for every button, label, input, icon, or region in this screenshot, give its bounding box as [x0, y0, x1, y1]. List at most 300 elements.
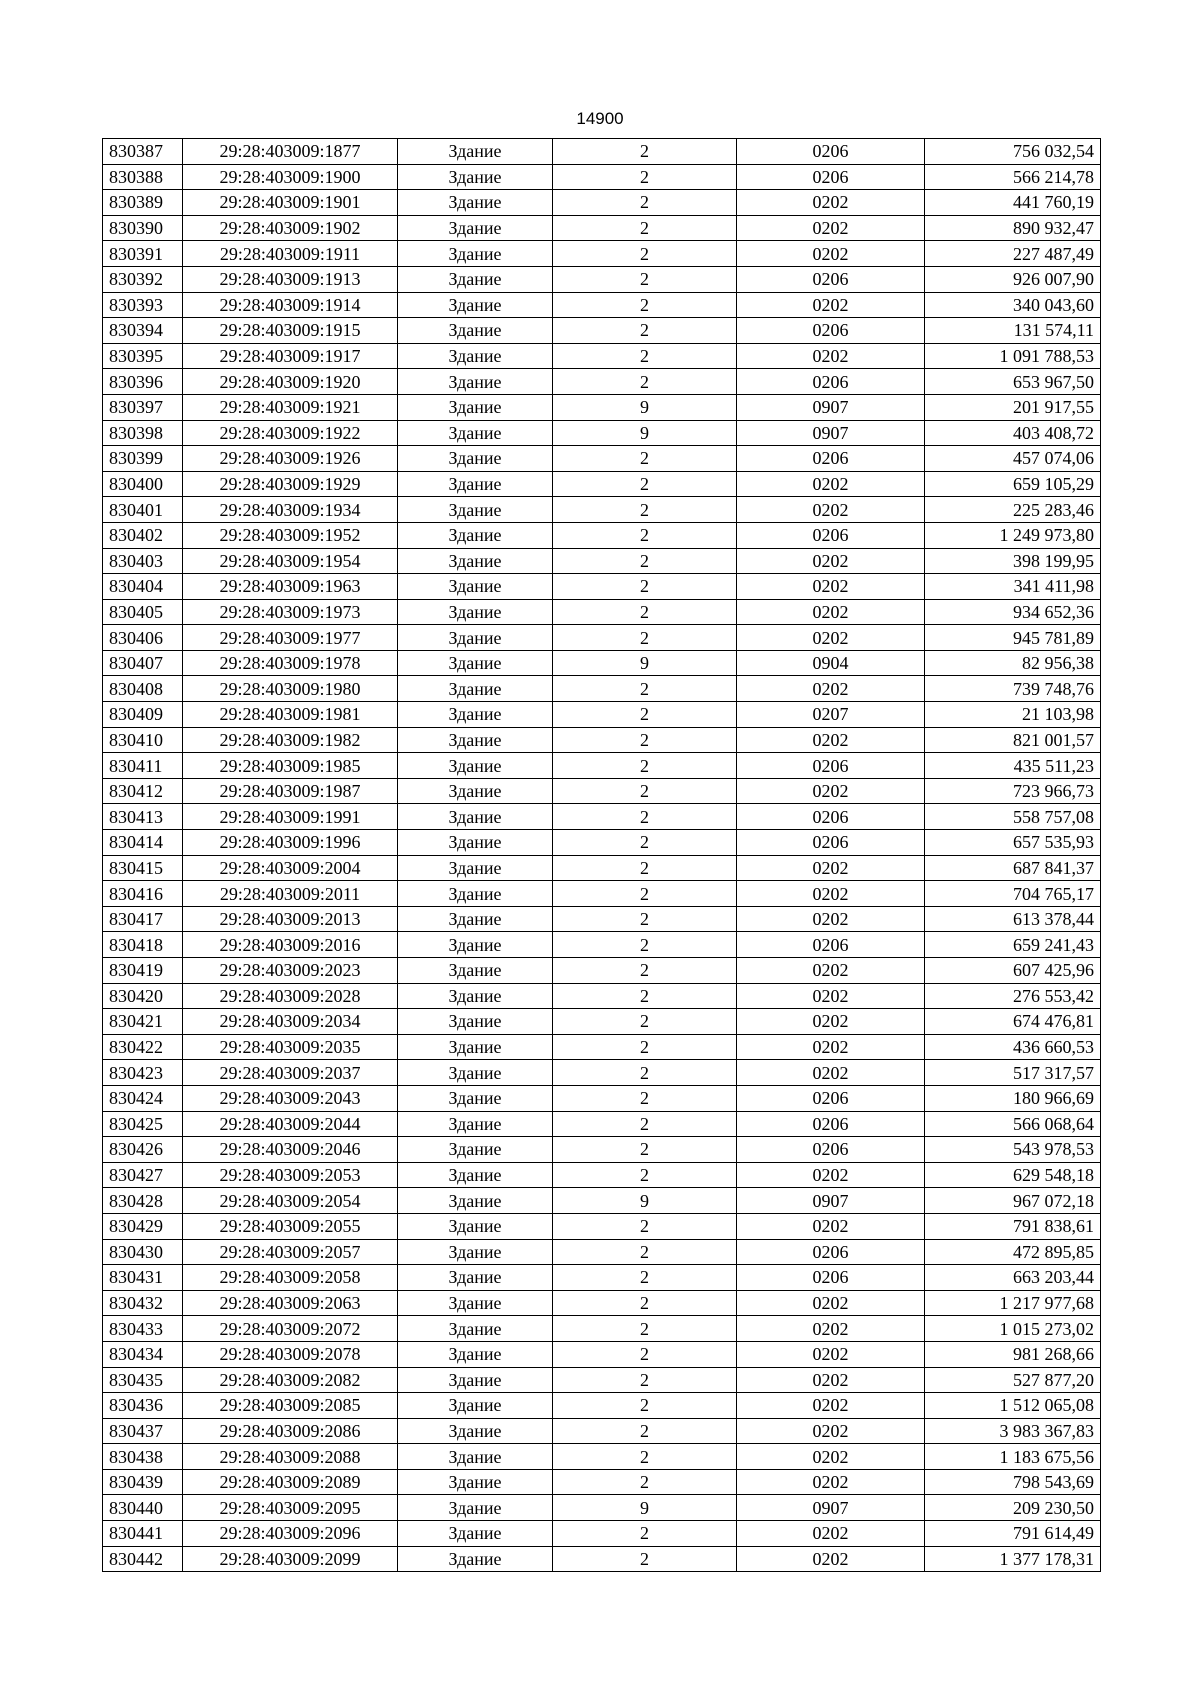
row-number-cell: 830409 [103, 702, 183, 728]
group-cell: 2 [553, 1469, 737, 1495]
row-number-cell: 830424 [103, 1085, 183, 1111]
row-number-cell: 830400 [103, 471, 183, 497]
table-row [103, 804, 1101, 830]
cadastral-value-cell: 1 015 273,02 [925, 1316, 1101, 1342]
code-cell: 0202 [737, 292, 925, 318]
code-cell: 0202 [737, 1367, 925, 1393]
object-type-cell: Здание [398, 1316, 553, 1342]
object-type-cell: Здание [398, 471, 553, 497]
code-cell: 0206 [737, 164, 925, 190]
table-row [103, 266, 1101, 292]
cadastral-number-cell: 29:28:403009:1987 [183, 778, 398, 804]
cadastral-value-cell: 674 476,81 [925, 1009, 1101, 1035]
group-cell: 2 [553, 1162, 737, 1188]
cadastral-value-cell: 543 978,53 [925, 1137, 1101, 1163]
object-type-cell: Здание [398, 139, 553, 165]
code-cell: 0202 [737, 676, 925, 702]
table-row [103, 1290, 1101, 1316]
table-row [103, 420, 1101, 446]
cadastral-number-cell: 29:28:403009:1991 [183, 804, 398, 830]
table-row [103, 881, 1101, 907]
code-cell: 0206 [737, 804, 925, 830]
object-type-cell: Здание [398, 1521, 553, 1547]
group-cell: 2 [553, 1034, 737, 1060]
code-cell: 0202 [737, 958, 925, 984]
table-row [103, 164, 1101, 190]
row-number-cell: 830415 [103, 855, 183, 881]
code-cell: 0202 [737, 1341, 925, 1367]
row-number-cell: 830422 [103, 1034, 183, 1060]
cadastral-value-cell: 1 249 973,80 [925, 522, 1101, 548]
row-number-cell: 830390 [103, 215, 183, 241]
cadastral-value-cell: 704 765,17 [925, 881, 1101, 907]
code-cell: 0206 [737, 369, 925, 395]
table-row [103, 932, 1101, 958]
cadastral-number-cell: 29:28:403009:2099 [183, 1546, 398, 1572]
table-row [103, 1367, 1101, 1393]
object-type-cell: Здание [398, 1137, 553, 1163]
cadastral-number-cell: 29:28:403009:2028 [183, 983, 398, 1009]
row-number-cell: 830429 [103, 1213, 183, 1239]
group-cell: 2 [553, 958, 737, 984]
cadastral-number-cell: 29:28:403009:2096 [183, 1521, 398, 1547]
cadastral-number-cell: 29:28:403009:2058 [183, 1265, 398, 1291]
cadastral-value-cell: 659 241,43 [925, 932, 1101, 958]
object-type-cell: Здание [398, 266, 553, 292]
object-type-cell: Здание [398, 1060, 553, 1086]
group-cell: 2 [553, 881, 737, 907]
cadastral-value-cell: 967 072,18 [925, 1188, 1101, 1214]
group-cell: 2 [553, 1393, 737, 1419]
table-row [103, 574, 1101, 600]
group-cell: 2 [553, 164, 737, 190]
code-cell: 0206 [737, 830, 925, 856]
cadastral-value-cell: 1 091 788,53 [925, 343, 1101, 369]
cadastral-number-cell: 29:28:403009:1934 [183, 497, 398, 523]
code-cell: 0904 [737, 650, 925, 676]
cadastral-number-cell: 29:28:403009:1901 [183, 190, 398, 216]
group-cell: 2 [553, 1521, 737, 1547]
group-cell: 2 [553, 1060, 737, 1086]
cadastral-value-cell: 1 183 675,56 [925, 1444, 1101, 1470]
object-type-cell: Здание [398, 932, 553, 958]
table-row [103, 1546, 1101, 1572]
cadastral-number-cell: 29:28:403009:2055 [183, 1213, 398, 1239]
table-row [103, 1495, 1101, 1521]
cadastral-number-cell: 29:28:403009:2013 [183, 906, 398, 932]
cadastral-number-cell: 29:28:403009:2004 [183, 855, 398, 881]
row-number-cell: 830418 [103, 932, 183, 958]
row-number-cell: 830407 [103, 650, 183, 676]
object-type-cell: Здание [398, 292, 553, 318]
code-cell: 0202 [737, 497, 925, 523]
object-type-cell: Здание [398, 855, 553, 881]
code-cell: 0202 [737, 574, 925, 600]
cadastral-value-cell: 1 512 065,08 [925, 1393, 1101, 1419]
cadastral-number-cell: 29:28:403009:1963 [183, 574, 398, 600]
table-row [103, 727, 1101, 753]
cadastral-value-cell: 629 548,18 [925, 1162, 1101, 1188]
cadastral-number-cell: 29:28:403009:2088 [183, 1444, 398, 1470]
row-number-cell: 830402 [103, 522, 183, 548]
code-cell: 0202 [737, 778, 925, 804]
code-cell: 0202 [737, 1034, 925, 1060]
table-row [103, 1162, 1101, 1188]
cadastral-number-cell: 29:28:403009:1981 [183, 702, 398, 728]
cadastral-value-cell: 659 105,29 [925, 471, 1101, 497]
table-row [103, 1213, 1101, 1239]
table-row [103, 318, 1101, 344]
object-type-cell: Здание [398, 574, 553, 600]
object-type-cell: Здание [398, 1444, 553, 1470]
cadastral-value-cell: 791 614,49 [925, 1521, 1101, 1547]
row-number-cell: 830399 [103, 446, 183, 472]
page-number: 14900 [576, 109, 624, 128]
cadastral-number-cell: 29:28:403009:2089 [183, 1469, 398, 1495]
object-type-cell: Здание [398, 753, 553, 779]
code-cell: 0202 [737, 215, 925, 241]
cadastral-number-cell: 29:28:403009:1915 [183, 318, 398, 344]
cadastral-number-cell: 29:28:403009:2011 [183, 881, 398, 907]
table-row [103, 1316, 1101, 1342]
object-type-cell: Здание [398, 1418, 553, 1444]
table-row [103, 753, 1101, 779]
row-number-cell: 830421 [103, 1009, 183, 1035]
cadastral-number-cell: 29:28:403009:2044 [183, 1111, 398, 1137]
group-cell: 2 [553, 215, 737, 241]
object-type-cell: Здание [398, 1162, 553, 1188]
row-number-cell: 830396 [103, 369, 183, 395]
row-number-cell: 830404 [103, 574, 183, 600]
row-number-cell: 830413 [103, 804, 183, 830]
group-cell: 2 [553, 343, 737, 369]
group-cell: 2 [553, 1137, 737, 1163]
code-cell: 0202 [737, 983, 925, 1009]
object-type-cell: Здание [398, 1111, 553, 1137]
cadastral-number-cell: 29:28:403009:2043 [183, 1085, 398, 1111]
code-cell: 0202 [737, 1213, 925, 1239]
cadastral-number-cell: 29:28:403009:1982 [183, 727, 398, 753]
table-row [103, 394, 1101, 420]
object-type-cell: Здание [398, 702, 553, 728]
group-cell: 2 [553, 1341, 737, 1367]
code-cell: 0202 [737, 1521, 925, 1547]
object-type-cell: Здание [398, 830, 553, 856]
cadastral-number-cell: 29:28:403009:2035 [183, 1034, 398, 1060]
row-number-cell: 830416 [103, 881, 183, 907]
row-number-cell: 830430 [103, 1239, 183, 1265]
group-cell: 2 [553, 1444, 737, 1470]
code-cell: 0202 [737, 1444, 925, 1470]
table-row [103, 497, 1101, 523]
code-cell: 0206 [737, 1265, 925, 1291]
table-row [103, 830, 1101, 856]
object-type-cell: Здание [398, 190, 553, 216]
code-cell: 0206 [737, 1239, 925, 1265]
code-cell: 0202 [737, 1546, 925, 1572]
group-cell: 2 [553, 574, 737, 600]
group-cell: 2 [553, 497, 737, 523]
code-cell: 0206 [737, 522, 925, 548]
table-row [103, 650, 1101, 676]
group-cell: 9 [553, 394, 737, 420]
group-cell: 2 [553, 1418, 737, 1444]
cadastral-value-cell: 791 838,61 [925, 1213, 1101, 1239]
cadastral-value-cell: 739 748,76 [925, 676, 1101, 702]
object-type-cell: Здание [398, 1085, 553, 1111]
row-number-cell: 830387 [103, 139, 183, 165]
group-cell: 9 [553, 650, 737, 676]
object-type-cell: Здание [398, 778, 553, 804]
row-number-cell: 830411 [103, 753, 183, 779]
cadastral-value-cell: 934 652,36 [925, 599, 1101, 625]
cadastral-value-table [102, 138, 1101, 1572]
row-number-cell: 830423 [103, 1060, 183, 1086]
cadastral-number-cell: 29:28:403009:1954 [183, 548, 398, 574]
cadastral-value-cell: 276 553,42 [925, 983, 1101, 1009]
cadastral-number-cell: 29:28:403009:1917 [183, 343, 398, 369]
object-type-cell: Здание [398, 318, 553, 344]
table-row [103, 1265, 1101, 1291]
cadastral-value-cell: 945 781,89 [925, 625, 1101, 651]
object-type-cell: Здание [398, 343, 553, 369]
object-type-cell: Здание [398, 1265, 553, 1291]
object-type-cell: Здание [398, 1341, 553, 1367]
group-cell: 2 [553, 625, 737, 651]
cadastral-number-cell: 29:28:403009:2063 [183, 1290, 398, 1316]
code-cell: 0202 [737, 1162, 925, 1188]
cadastral-number-cell: 29:28:403009:2034 [183, 1009, 398, 1035]
cadastral-number-cell: 29:28:403009:2054 [183, 1188, 398, 1214]
table-row [103, 215, 1101, 241]
group-cell: 2 [553, 318, 737, 344]
code-cell: 0202 [737, 727, 925, 753]
object-type-cell: Здание [398, 650, 553, 676]
object-type-cell: Здание [398, 497, 553, 523]
object-type-cell: Здание [398, 881, 553, 907]
object-type-cell: Здание [398, 1290, 553, 1316]
cadastral-number-cell: 29:28:403009:2072 [183, 1316, 398, 1342]
table-row [103, 1188, 1101, 1214]
code-cell: 0202 [737, 1418, 925, 1444]
cadastral-value-cell: 890 932,47 [925, 215, 1101, 241]
row-number-cell: 830401 [103, 497, 183, 523]
table-row [103, 958, 1101, 984]
cadastral-number-cell: 29:28:403009:1877 [183, 139, 398, 165]
cadastral-value-cell: 926 007,90 [925, 266, 1101, 292]
cadastral-value-cell: 227 487,49 [925, 241, 1101, 267]
table-row [103, 1341, 1101, 1367]
group-cell: 2 [553, 676, 737, 702]
group-cell: 9 [553, 1188, 737, 1214]
group-cell: 2 [553, 1009, 737, 1035]
row-number-cell: 830398 [103, 420, 183, 446]
cadastral-number-cell: 29:28:403009:2053 [183, 1162, 398, 1188]
row-number-cell: 830397 [103, 394, 183, 420]
cadastral-value-cell: 225 283,46 [925, 497, 1101, 523]
table-row [103, 522, 1101, 548]
table-row [103, 1111, 1101, 1137]
cadastral-value-cell: 180 966,69 [925, 1085, 1101, 1111]
row-number-cell: 830435 [103, 1367, 183, 1393]
object-type-cell: Здание [398, 241, 553, 267]
code-cell: 0202 [737, 1060, 925, 1086]
table-row [103, 471, 1101, 497]
cadastral-value-cell: 566 068,64 [925, 1111, 1101, 1137]
group-cell: 2 [553, 1367, 737, 1393]
code-cell: 0206 [737, 446, 925, 472]
code-cell: 0907 [737, 394, 925, 420]
code-cell: 0202 [737, 599, 925, 625]
cadastral-number-cell: 29:28:403009:1977 [183, 625, 398, 651]
object-type-cell: Здание [398, 1393, 553, 1419]
group-cell: 2 [553, 292, 737, 318]
group-cell: 2 [553, 241, 737, 267]
code-cell: 0207 [737, 702, 925, 728]
code-cell: 0206 [737, 1111, 925, 1137]
object-type-cell: Здание [398, 676, 553, 702]
object-type-cell: Здание [398, 983, 553, 1009]
object-type-cell: Здание [398, 804, 553, 830]
code-cell: 0202 [737, 855, 925, 881]
object-type-cell: Здание [398, 164, 553, 190]
table-row [103, 369, 1101, 395]
group-cell: 9 [553, 1495, 737, 1521]
table-row [103, 1085, 1101, 1111]
cadastral-number-cell: 29:28:403009:1996 [183, 830, 398, 856]
object-type-cell: Здание [398, 599, 553, 625]
cadastral-value-cell: 981 268,66 [925, 1341, 1101, 1367]
cadastral-value-cell: 756 032,54 [925, 139, 1101, 165]
row-number-cell: 830403 [103, 548, 183, 574]
cadastral-value-cell: 201 917,55 [925, 394, 1101, 420]
row-number-cell: 830395 [103, 343, 183, 369]
group-cell: 2 [553, 599, 737, 625]
code-cell: 0907 [737, 1188, 925, 1214]
object-type-cell: Здание [398, 727, 553, 753]
cadastral-number-cell: 29:28:403009:1926 [183, 446, 398, 472]
cadastral-value-cell: 663 203,44 [925, 1265, 1101, 1291]
row-number-cell: 830425 [103, 1111, 183, 1137]
object-type-cell: Здание [398, 522, 553, 548]
object-type-cell: Здание [398, 625, 553, 651]
table-row [103, 190, 1101, 216]
cadastral-value-cell: 566 214,78 [925, 164, 1101, 190]
object-type-cell: Здание [398, 369, 553, 395]
cadastral-value-cell: 1 377 178,31 [925, 1546, 1101, 1572]
row-number-cell: 830420 [103, 983, 183, 1009]
cadastral-value-cell: 653 967,50 [925, 369, 1101, 395]
group-cell: 2 [553, 1316, 737, 1342]
group-cell: 2 [553, 190, 737, 216]
code-cell: 0202 [737, 906, 925, 932]
cadastral-value-cell: 657 535,93 [925, 830, 1101, 856]
cadastral-number-cell: 29:28:403009:2095 [183, 1495, 398, 1521]
group-cell: 2 [553, 1239, 737, 1265]
cadastral-number-cell: 29:28:403009:1922 [183, 420, 398, 446]
cadastral-value-cell: 613 378,44 [925, 906, 1101, 932]
table-row [103, 1060, 1101, 1086]
row-number-cell: 830437 [103, 1418, 183, 1444]
row-number-cell: 830408 [103, 676, 183, 702]
cadastral-number-cell: 29:28:403009:2037 [183, 1060, 398, 1086]
group-cell: 2 [553, 804, 737, 830]
object-type-cell: Здание [398, 1367, 553, 1393]
object-type-cell: Здание [398, 958, 553, 984]
cadastral-number-cell: 29:28:403009:1900 [183, 164, 398, 190]
cadastral-value-cell: 435 511,23 [925, 753, 1101, 779]
code-cell: 0206 [737, 1085, 925, 1111]
code-cell: 0907 [737, 1495, 925, 1521]
code-cell: 0206 [737, 266, 925, 292]
code-cell: 0202 [737, 1290, 925, 1316]
table-row [103, 1034, 1101, 1060]
code-cell: 0202 [737, 548, 925, 574]
object-type-cell: Здание [398, 1188, 553, 1214]
cadastral-value-cell: 821 001,57 [925, 727, 1101, 753]
object-type-cell: Здание [398, 420, 553, 446]
cadastral-number-cell: 29:28:403009:2085 [183, 1393, 398, 1419]
cadastral-number-cell: 29:28:403009:1952 [183, 522, 398, 548]
row-number-cell: 830389 [103, 190, 183, 216]
cadastral-number-cell: 29:28:403009:1980 [183, 676, 398, 702]
row-number-cell: 830433 [103, 1316, 183, 1342]
cadastral-number-cell: 29:28:403009:2078 [183, 1341, 398, 1367]
table-row [103, 625, 1101, 651]
code-cell: 0202 [737, 471, 925, 497]
cadastral-value-cell: 341 411,98 [925, 574, 1101, 600]
table-row [103, 599, 1101, 625]
row-number-cell: 830426 [103, 1137, 183, 1163]
object-type-cell: Здание [398, 1009, 553, 1035]
cadastral-value-cell: 472 895,85 [925, 1239, 1101, 1265]
object-type-cell: Здание [398, 215, 553, 241]
cadastral-number-cell: 29:28:403009:1973 [183, 599, 398, 625]
cadastral-number-cell: 29:28:403009:1911 [183, 241, 398, 267]
table-row [103, 241, 1101, 267]
row-number-cell: 830412 [103, 778, 183, 804]
table-row [103, 292, 1101, 318]
row-number-cell: 830431 [103, 1265, 183, 1291]
table-row [103, 1137, 1101, 1163]
code-cell: 0202 [737, 190, 925, 216]
code-cell: 0202 [737, 1393, 925, 1419]
cadastral-number-cell: 29:28:403009:1913 [183, 266, 398, 292]
group-cell: 2 [553, 855, 737, 881]
object-type-cell: Здание [398, 1213, 553, 1239]
cadastral-value-cell: 558 757,08 [925, 804, 1101, 830]
row-number-cell: 830441 [103, 1521, 183, 1547]
code-cell: 0206 [737, 753, 925, 779]
table-row [103, 1521, 1101, 1547]
code-cell: 0202 [737, 1316, 925, 1342]
cadastral-number-cell: 29:28:403009:1978 [183, 650, 398, 676]
row-number-cell: 830428 [103, 1188, 183, 1214]
table-row [103, 1469, 1101, 1495]
cadastral-value-cell: 457 074,06 [925, 446, 1101, 472]
code-cell: 0202 [737, 881, 925, 907]
group-cell: 2 [553, 1265, 737, 1291]
table-row [103, 1009, 1101, 1035]
row-number-cell: 830438 [103, 1444, 183, 1470]
group-cell: 2 [553, 932, 737, 958]
group-cell: 2 [553, 906, 737, 932]
row-number-cell: 830405 [103, 599, 183, 625]
group-cell: 2 [553, 753, 737, 779]
object-type-cell: Здание [398, 1469, 553, 1495]
code-cell: 0206 [737, 1137, 925, 1163]
cadastral-value-cell: 209 230,50 [925, 1495, 1101, 1521]
